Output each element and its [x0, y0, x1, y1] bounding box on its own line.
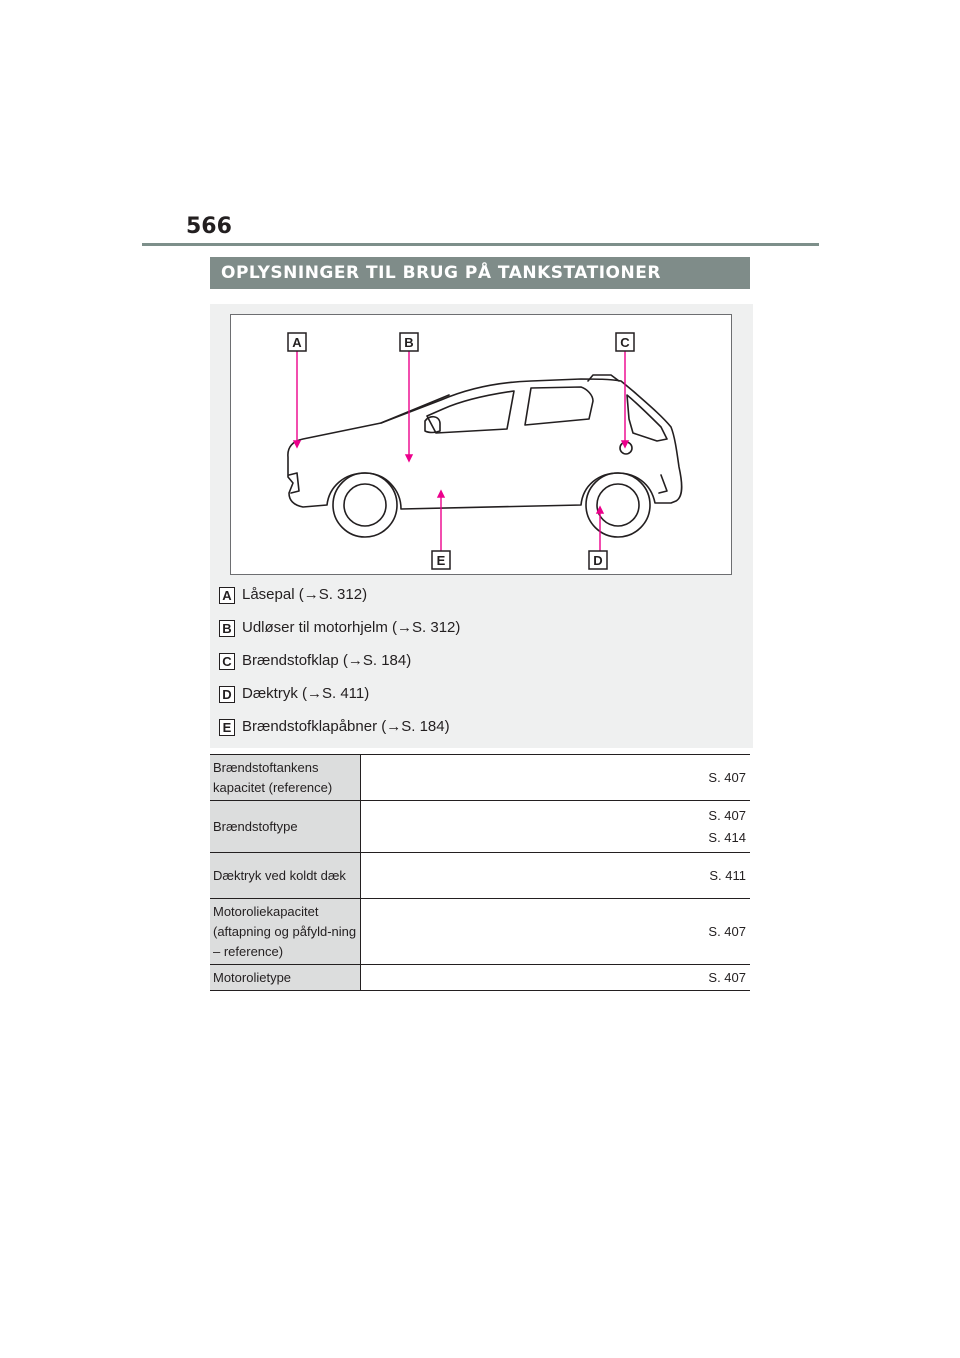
- page-number: 566: [186, 214, 232, 239]
- legend-letter: E: [219, 719, 235, 736]
- row-label: Motoroliekapacitet (aftapning og påfyld-ning – reference): [210, 899, 360, 965]
- car-rear-bumper: [659, 475, 667, 493]
- row-reference: [360, 965, 750, 991]
- legend-text: Dæktryk (→S. 411): [242, 685, 370, 702]
- row-label: Brændstoftankens kapacitet (reference): [210, 755, 360, 801]
- car-rear-window: [525, 387, 593, 425]
- figure-panel: [210, 304, 753, 748]
- table-row: [210, 853, 750, 899]
- rear-wheel: [586, 473, 650, 537]
- row-reference: [360, 853, 750, 899]
- car-diagram: [230, 314, 732, 575]
- legend-letter: C: [219, 653, 235, 670]
- callout-c-label: C: [620, 335, 630, 350]
- pointer-b-arrowhead: [406, 455, 412, 461]
- callout-a-label: A: [292, 335, 302, 350]
- legend-letter: D: [219, 686, 235, 703]
- rear-hub: [597, 484, 639, 526]
- legend-letter: A: [219, 587, 235, 604]
- legend-text: Udløser til motorhjelm (→S. 312): [242, 619, 461, 636]
- callout-b-label: B: [404, 335, 414, 350]
- pointer-c-arrowhead: [622, 441, 628, 447]
- page-reference: S. 407: [708, 923, 746, 939]
- table-row: [210, 755, 750, 801]
- table-row: [210, 899, 750, 965]
- front-wheel: [333, 473, 397, 537]
- pointer-e-arrowhead: [438, 491, 444, 497]
- header-rule: [142, 243, 819, 246]
- row-reference: [360, 755, 750, 801]
- legend-text: Låsepal (→S. 312): [242, 586, 368, 603]
- row-label: Dæktryk ved koldt dæk: [210, 853, 360, 899]
- pointer-a-arrowhead: [294, 441, 300, 447]
- legend-letter: B: [219, 620, 235, 637]
- table-row: [210, 801, 750, 853]
- row-label: Brændstoftype: [210, 801, 360, 853]
- reference-table: [210, 754, 750, 991]
- table-row: [210, 965, 750, 991]
- row-reference: [360, 899, 750, 965]
- page-reference: S. 407: [708, 807, 746, 823]
- row-label: Motorolietype: [210, 965, 360, 991]
- page-reference: S. 407: [708, 769, 746, 785]
- page-reference: S. 411: [709, 867, 746, 883]
- callout-e-label: E: [436, 553, 446, 568]
- page-reference: S. 414: [708, 829, 746, 845]
- section-title: OPLYSNINGER TIL BRUG PÅ TANKSTATIONER: [210, 257, 750, 289]
- legend-text: Brændstofklap (→S. 184): [242, 652, 412, 669]
- car-tail-window: [627, 395, 667, 441]
- front-hub: [344, 484, 386, 526]
- row-reference: [360, 801, 750, 853]
- car-side-view-illustration: [231, 315, 731, 574]
- page-reference: S. 407: [708, 969, 746, 985]
- car-mirror: [425, 417, 440, 433]
- legend-text: Brændstofklapåbner (→S. 184): [242, 718, 450, 735]
- callout-d-label: D: [593, 553, 603, 568]
